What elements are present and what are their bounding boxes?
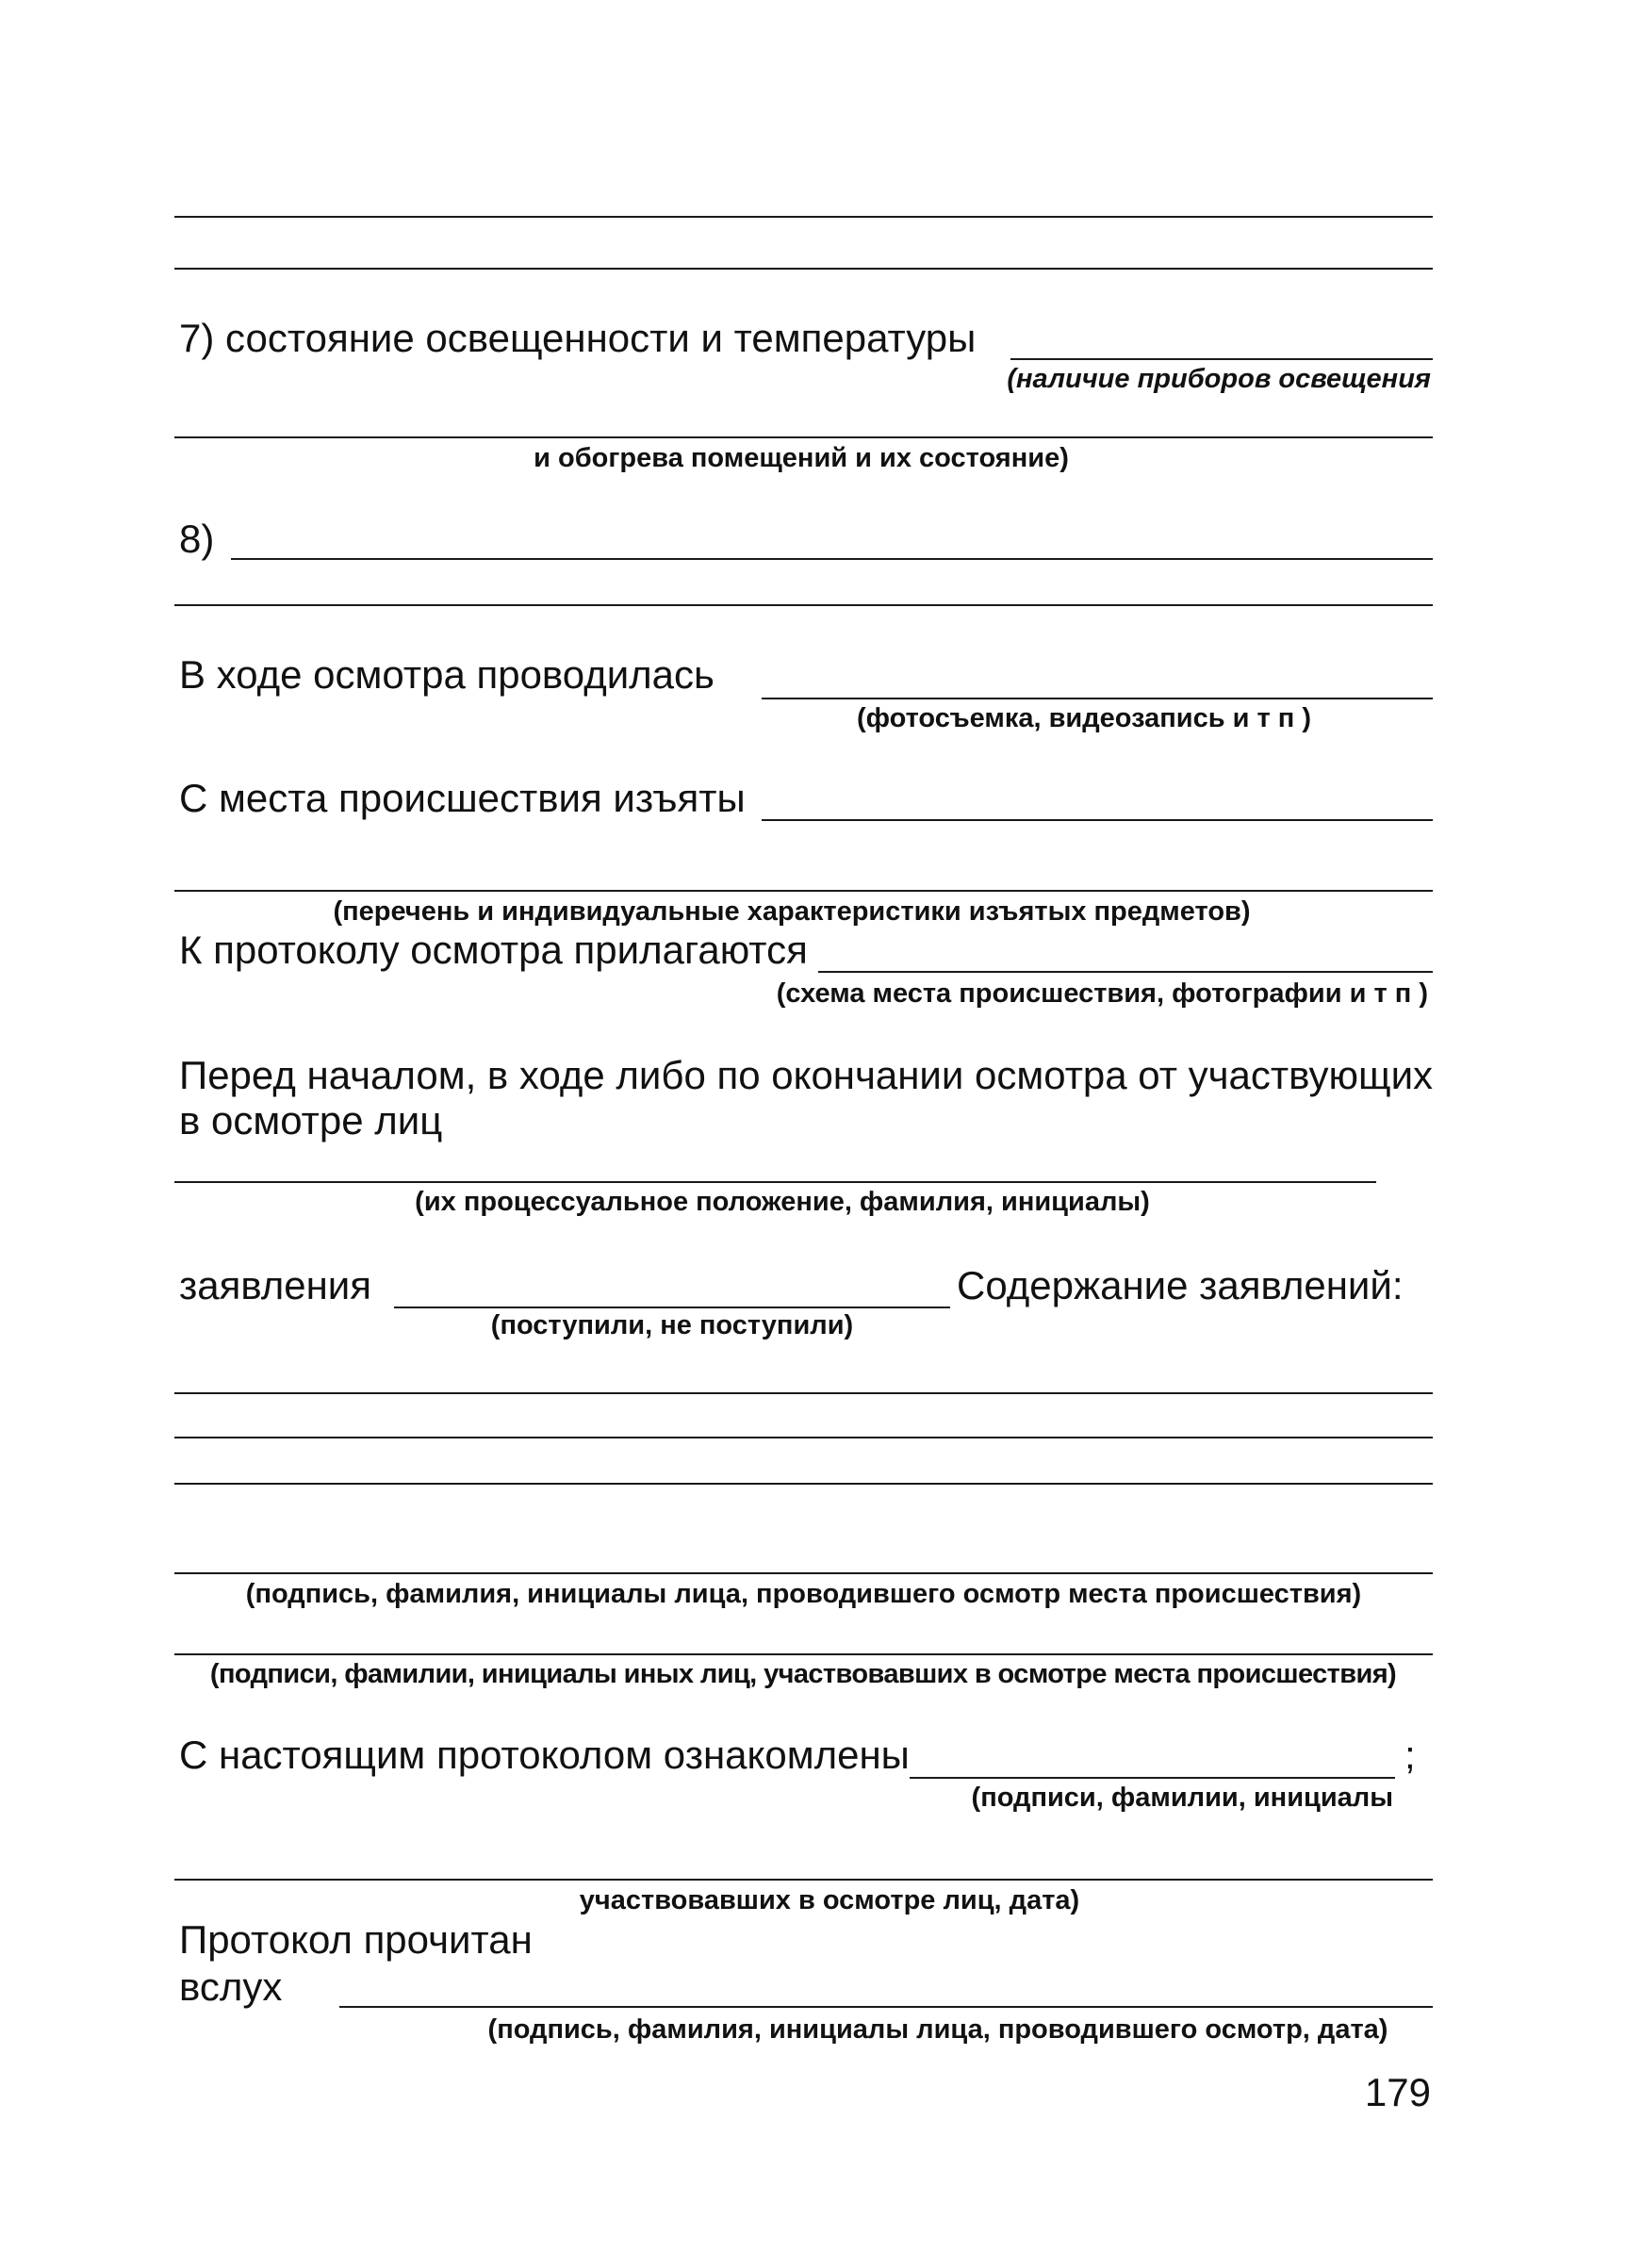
persons-hint: (их процессуальное положение, фамилия, инициалы) [415,1187,1150,1217]
read-aloud-hint: (подпись, фамилия, инициалы лица, проводившего осмотр, дата) [487,2014,1388,2045]
item7-hint-2: и обогрева помещений и их состояние) [534,443,1069,473]
read-aloud-label-2: вслух [179,1964,283,2009]
familiarized-fill-line-2 [174,1879,1433,1881]
seized-hint: (перечень и индивидуальные характеристики изъятых предметов) [333,896,1251,927]
attached-label: К протоколу осмотра прилагаются [179,928,808,972]
others-signature-hint: (подписи, фамилии, инициалы иных лиц, участвовавших в осмотре места происшествия) [209,1659,1397,1689]
familiarized-hint-1: (подписи, фамилии, инициалы [971,1783,1393,1813]
item8-fill-line-2 [174,604,1433,606]
statements-received-hint: (поступили, не поступили) [490,1310,854,1340]
attached-fill-line [818,971,1433,973]
page-number: 179 [1364,2070,1431,2114]
during-fill-line [762,698,1433,699]
seized-fill-line [762,819,1433,821]
statements-content-label: Содержание заявлений: [957,1263,1404,1307]
item7-hint-1: (наличие приборов освещения [1007,364,1431,394]
statement-content-line-1 [174,1392,1433,1394]
familiarized-hint-2: участвовавших в осмотре лиц, дата) [579,1885,1080,1915]
blank-line-top-1 [174,216,1433,218]
read-aloud-fill-line [339,2006,1433,2008]
item7-fill-line [1010,358,1433,360]
during-hint: (фотосъемка, видеозапись и т п ) [856,703,1312,733]
statements-label: заявления [179,1263,371,1307]
statement-content-line-3 [174,1483,1433,1485]
statement-content-line-2 [174,1437,1433,1438]
statements-intro: Перед началом, в ходе либо по окончании осмотра от участвующих в осмотре лиц [179,1053,1434,1142]
blank-line-top-2 [174,268,1433,270]
item7-label: 7) состояние освещенности и температуры [179,316,977,360]
familiarized-fill-line [910,1777,1395,1779]
familiarized-label: С настоящим протоколом ознакомлены [179,1733,910,1777]
seized-fill-line-2 [174,890,1433,892]
item8-label: 8) [179,517,215,561]
during-label: В ходе осмотра проводилась [179,652,714,697]
item8-fill-line [231,558,1433,560]
familiarized-semicolon: ; [1404,1733,1416,1777]
item7-fill-line-2 [174,436,1433,438]
others-signature-line [174,1653,1433,1655]
statements-fill-line [394,1307,950,1308]
persons-fill-line [174,1181,1376,1183]
seized-label: С места происшествия изъяты [179,776,746,820]
read-aloud-label-1: Протокол прочитан [179,1917,533,1962]
inspector-signature-hint: (подпись, фамилия, инициалы лица, проводившего осмотр места происшествия) [245,1579,1362,1609]
inspector-signature-line [174,1572,1433,1574]
attached-hint: (схема места происшествия, фотографии и т п ) [776,978,1428,1009]
